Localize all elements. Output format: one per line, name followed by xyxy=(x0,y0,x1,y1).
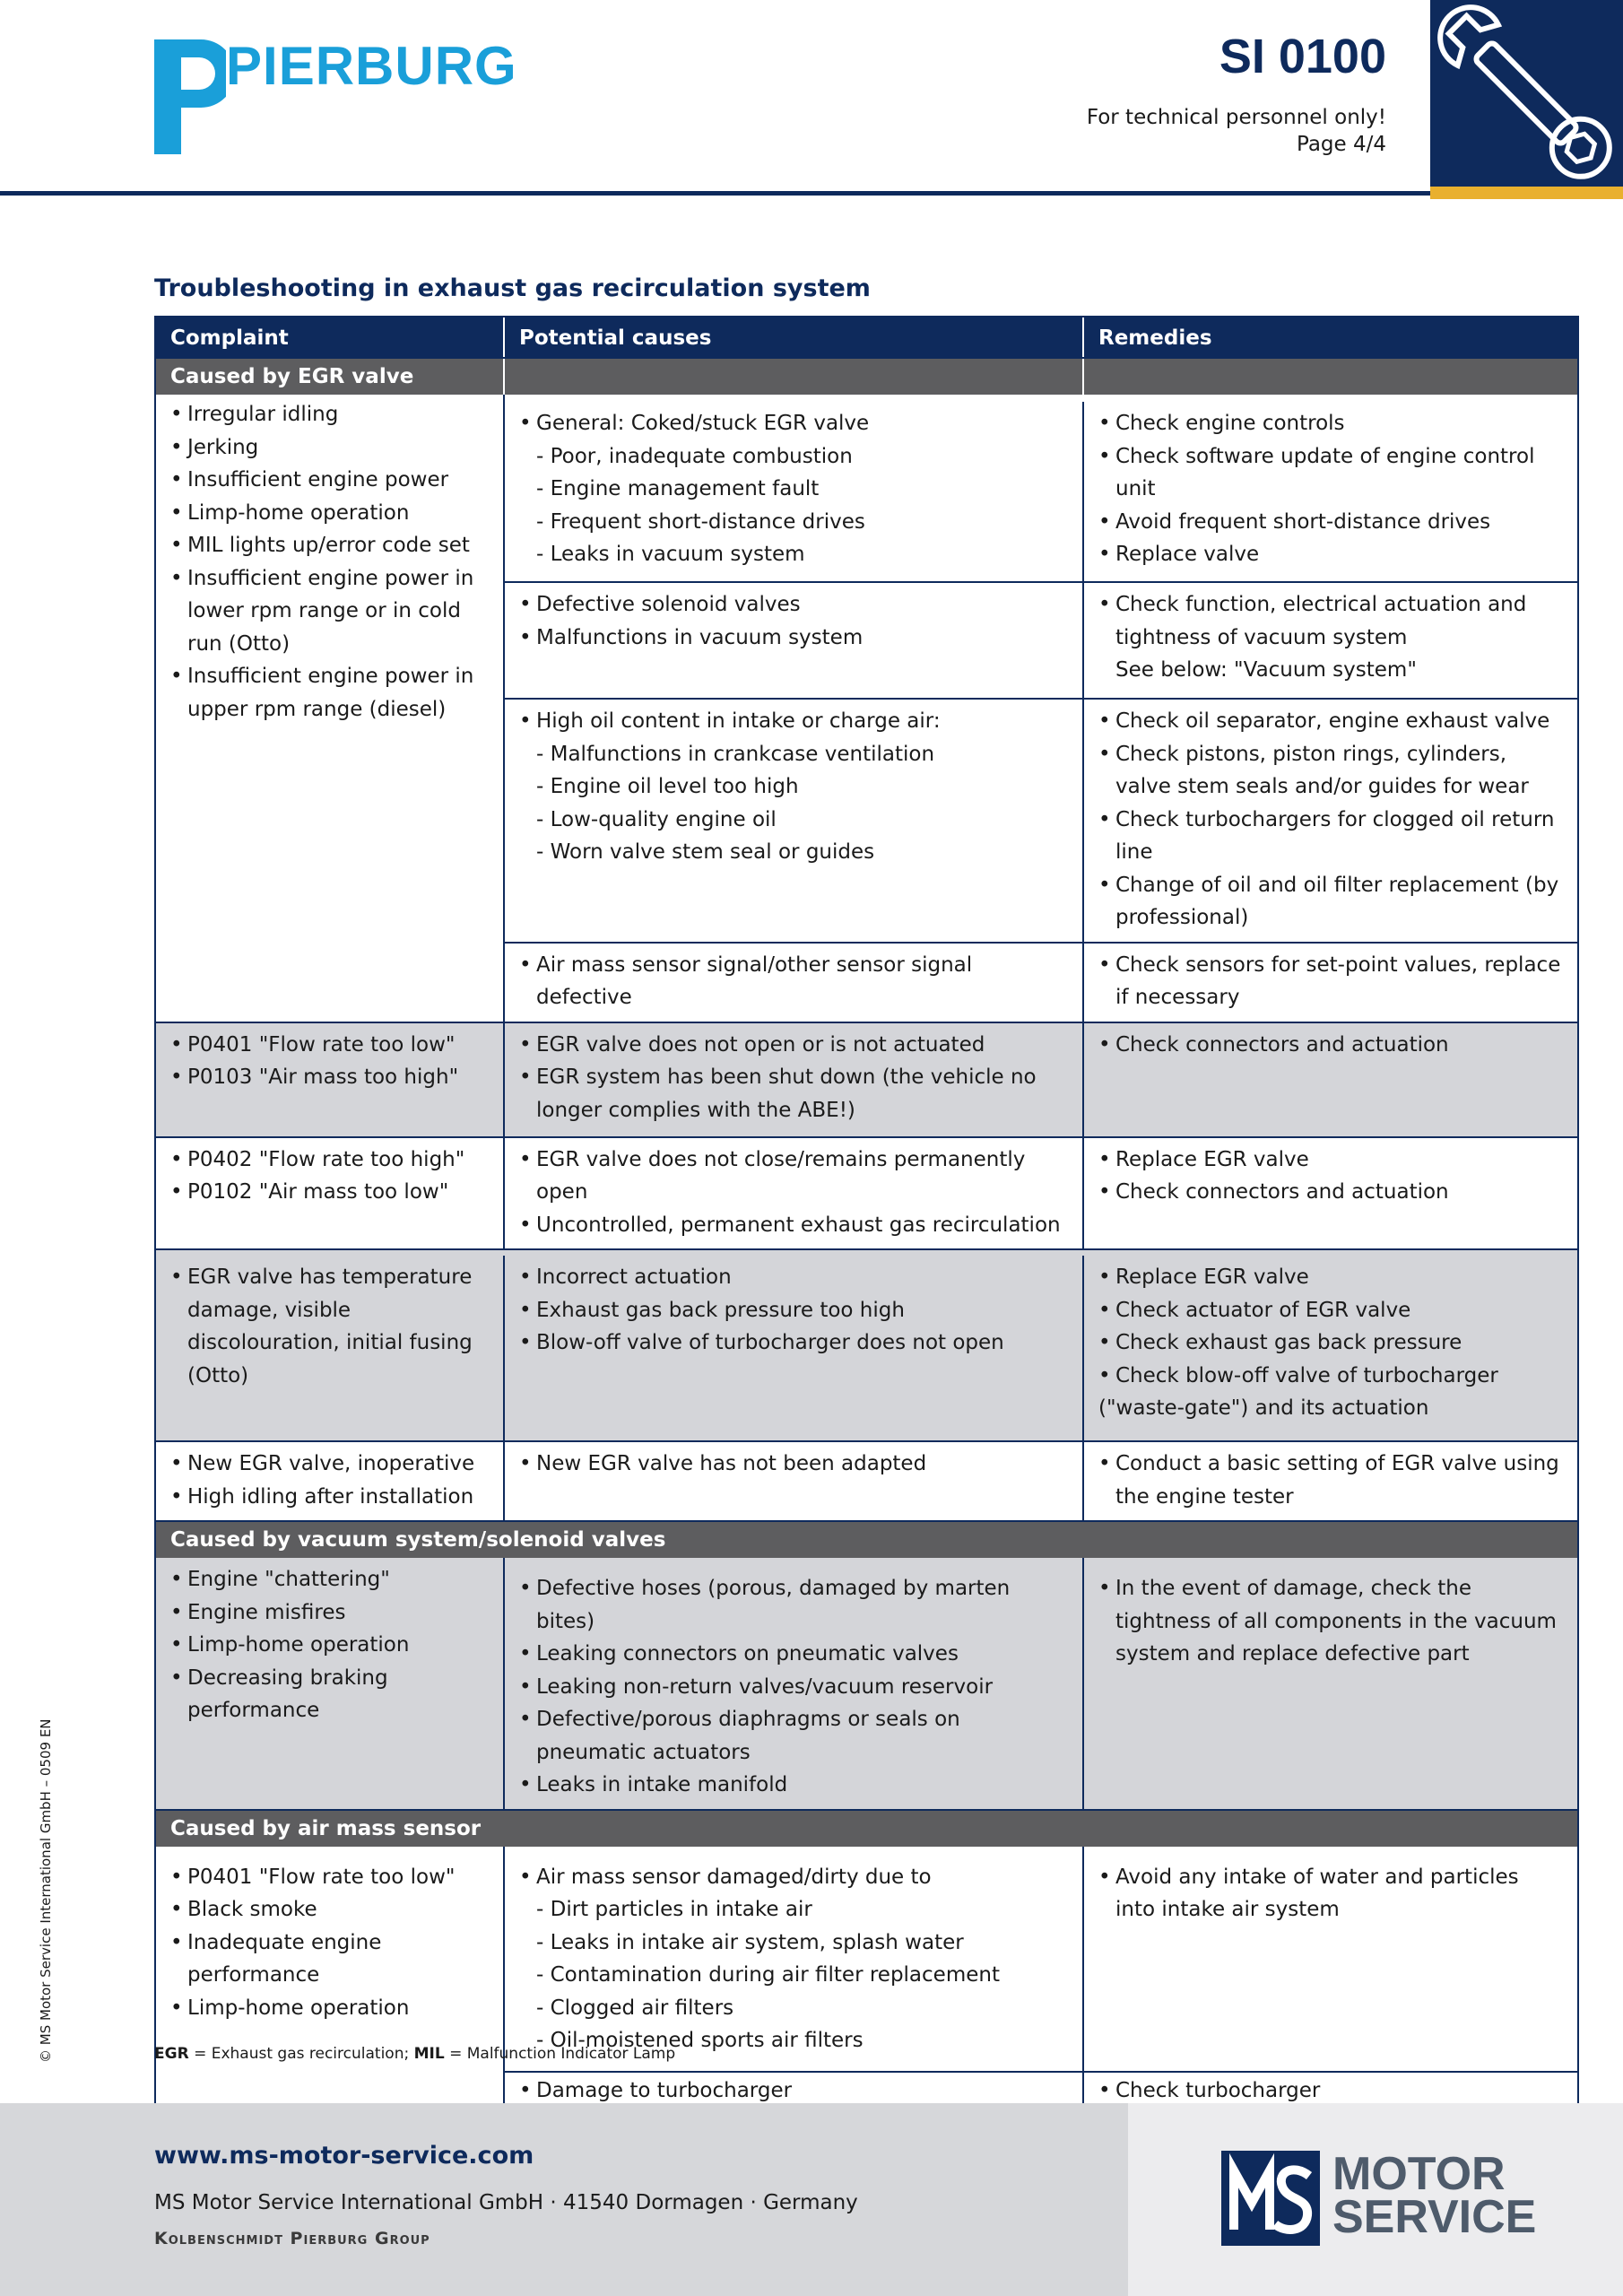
list-item: • EGR valve does not open or is not actuated xyxy=(519,1029,1068,1062)
list-item: • P0401 "Flow rate too low" xyxy=(170,1029,489,1062)
remedies-cell xyxy=(1084,1023,1577,1136)
abbr-egr: EGR xyxy=(154,2045,189,2063)
list-item: • High idling after installation xyxy=(170,1481,489,1514)
causes-cell xyxy=(505,700,1084,942)
causes-cell xyxy=(505,583,1084,698)
list-item: • Defective solenoid valves xyxy=(519,588,1068,622)
table-row xyxy=(156,1558,1577,1809)
list-item: • Insufficient engine power in upper rpm range (diesel) xyxy=(170,660,489,726)
list-item: • Replace EGR valve xyxy=(1098,1144,1563,1177)
table-row xyxy=(156,1136,1577,1249)
header-rule xyxy=(0,191,1430,196)
causes-cell xyxy=(505,1023,1084,1136)
causes-cell xyxy=(505,1847,1084,2071)
abbr-egr-definition: = Exhaust gas recirculation; xyxy=(188,2045,414,2063)
sub-item: - Oil-moistened sports air filters xyxy=(536,2029,864,2052)
section-label: Caused by EGR valve xyxy=(156,359,505,395)
list-item: • Check actuator of EGR valve xyxy=(1098,1294,1563,1327)
complaint-cell xyxy=(156,395,505,1022)
list-item: • Check blow-off valve of turbocharger xyxy=(1098,1360,1563,1393)
abbreviation-footnote xyxy=(154,2045,675,2063)
troubleshooting-table xyxy=(154,316,1579,2110)
complaint-cell xyxy=(156,1558,505,1809)
header-causes: Potential causes xyxy=(505,317,1084,357)
list-item: • P0401 "Flow rate too low" xyxy=(170,1861,489,1894)
remedies-cell xyxy=(1084,1847,1577,2071)
list-item: • Decreasing braking performance xyxy=(170,1662,489,1727)
list-item: • Replace EGR valve xyxy=(1098,1261,1563,1294)
sub-item: - Low-quality engine oil xyxy=(536,807,777,831)
list-item: • New EGR valve, inoperative xyxy=(170,1448,489,1481)
table-row xyxy=(505,942,1577,1022)
sub-item: - Leaks in intake air system, splash water xyxy=(536,1930,964,1954)
list-item: • Defective hoses (porous, damaged by marten bites) xyxy=(519,1572,1068,1638)
page-title: Troubleshooting in exhaust gas recirculation system xyxy=(154,274,871,302)
sub-item: - Poor, inadequate combustion xyxy=(536,444,853,468)
remedies-cell xyxy=(1084,1256,1577,1440)
table-row xyxy=(505,1847,1577,2071)
section-label: Caused by air mass sensor xyxy=(170,1816,482,1840)
list-item: • Malfunctions in vacuum system xyxy=(519,622,1068,655)
list-item: • In the event of damage, check the tightness of all components in the vacuum system and replace defective part xyxy=(1098,1572,1563,1671)
remedies-cell xyxy=(1084,402,1577,581)
list-item: • Check connectors and actuation xyxy=(1098,1176,1563,1209)
causes-cell xyxy=(505,1558,1084,1809)
header-accent xyxy=(1430,187,1623,199)
remedies-cell xyxy=(1084,1138,1577,1249)
air-mass-sensor-group xyxy=(156,1847,1577,2109)
company-address: MS Motor Service International GmbH · 41540 Dormagen · Germany xyxy=(154,2191,858,2214)
remedies-cell xyxy=(1084,1558,1577,1809)
list-item: • Avoid any intake of water and particles into intake air system xyxy=(1098,1861,1563,1926)
list-item: • Engine "chattering" xyxy=(170,1563,489,1596)
copyright-note: © MS Motor Service International GmbH – 0509 EN xyxy=(38,1718,54,2063)
header-remedies: Remedies xyxy=(1098,326,1212,350)
complaint-cell xyxy=(156,1023,505,1136)
table-row xyxy=(505,581,1577,698)
list-item: • EGR valve does not close/remains permanently open xyxy=(519,1144,1068,1209)
list-item: • New EGR valve has not been adapted xyxy=(519,1448,1068,1481)
list-item: • Conduct a basic setting of EGR valve using the engine tester xyxy=(1098,1448,1563,1513)
wrench-icon xyxy=(1430,0,1623,187)
table-row xyxy=(156,1022,1577,1136)
list-item: • EGR valve has temperature damage, visible discolouration, initial fusing (Otto) xyxy=(170,1261,489,1392)
list-item: • Change of oil and oil filter replacement (by professional) xyxy=(1098,869,1563,935)
list-item: • Limp-home operation xyxy=(170,1629,489,1662)
list-item: • Check function, electrical actuation and tightness of vacuum system xyxy=(1098,588,1563,654)
page-header xyxy=(0,0,1623,199)
list-item: • Leaking connectors on pneumatic valves xyxy=(519,1638,1068,1671)
sub-item: - Worn valve stem seal or guides xyxy=(536,840,875,864)
complaint-cell xyxy=(156,1847,505,2109)
remedies-cell xyxy=(1084,700,1577,942)
list-item: • Air mass sensor damaged/dirty due to xyxy=(519,1861,1068,1894)
document-id: SI 0100 xyxy=(1219,30,1386,83)
list-item: • Air mass sensor signal/other sensor signal defective xyxy=(519,949,1068,1014)
list-item: • Limp-home operation xyxy=(170,497,489,530)
sub-item: - Engine management fault xyxy=(536,477,820,500)
table-header-row xyxy=(156,317,1577,357)
remedies-cell xyxy=(1084,583,1577,698)
list-item: • Avoid frequent short-distance drives xyxy=(1098,506,1563,539)
complaint-cell xyxy=(156,1138,505,1249)
table-row xyxy=(156,1440,1577,1520)
pierburg-logo xyxy=(154,36,576,154)
list-item: • P0102 "Air mass too low" xyxy=(170,1176,489,1209)
list-item: • Leaks in intake manifold xyxy=(519,1769,1068,1802)
remedies-cell xyxy=(1084,1442,1577,1520)
page-number: Page 4/4 xyxy=(1296,133,1386,156)
list-item: • Irregular idling xyxy=(170,398,489,431)
sub-item: - Frequent short-distance drives xyxy=(536,509,865,534)
list-item: • Check pistons, piston rings, cylinders, valve stem seals and/or guides for wear xyxy=(1098,738,1563,804)
list-item: • Leaking non-return valves/vacuum reservoir xyxy=(519,1671,1068,1704)
pierburg-p-mark-icon xyxy=(154,39,226,154)
list-item: • EGR system has been shut down (the vehicle no longer complies with the ABE!) xyxy=(519,1061,1068,1126)
brand-line-1: MOTOR xyxy=(1332,2148,1506,2200)
list-item: • Inadequate engine performance xyxy=(170,1926,489,1992)
list-item: • Insufficient engine power in lower rpm range or in cold run (Otto) xyxy=(170,562,489,661)
list-item: • Defective/porous diaphragms or seals on pneumatic actuators xyxy=(519,1703,1068,1769)
list-item: • Check oil separator, engine exhaust valve xyxy=(1098,705,1563,738)
list-item: • Exhaust gas back pressure too high xyxy=(519,1294,1068,1327)
group-name: Kolbenschmidt Pierburg Group xyxy=(154,2229,430,2248)
ms-logo-icon xyxy=(1221,2151,1320,2246)
list-item: • Limp-home operation xyxy=(170,1992,489,2025)
wrench-badge xyxy=(1430,0,1623,199)
remedies-cell xyxy=(1084,944,1577,1022)
section-egr-valve xyxy=(156,357,1577,395)
list-item: • Check connectors and actuation xyxy=(1098,1029,1563,1062)
complaint-cell xyxy=(156,1442,505,1520)
table-row xyxy=(156,1248,1577,1440)
egr-valve-group xyxy=(156,395,1577,1022)
section-label: Caused by vacuum system/solenoid valves xyxy=(170,1528,666,1552)
list-item: • MIL lights up/error code set xyxy=(170,529,489,562)
header-complaint: Complaint xyxy=(156,317,505,357)
list-item: • General: Coked/stuck EGR valve xyxy=(519,407,1068,440)
table-row xyxy=(505,395,1577,581)
causes-cell xyxy=(505,1256,1084,1440)
list-item: • High oil content in intake or charge air: xyxy=(519,705,1068,738)
list-item: • Insufficient engine power xyxy=(170,464,489,497)
causes-cell xyxy=(505,402,1084,581)
list-item: • P0103 "Air mass too high" xyxy=(170,1061,489,1094)
list-item: • P0402 "Flow rate too high" xyxy=(170,1144,489,1177)
remedy-continuation: ("waste-gate") and its actuation xyxy=(1098,1396,1429,1420)
list-item: • Check turbochargers for clogged oil return line xyxy=(1098,804,1563,869)
page-footer xyxy=(0,2103,1623,2296)
list-item: • Replace valve xyxy=(1098,538,1563,571)
list-item: • Check engine controls xyxy=(1098,407,1563,440)
list-item: • Incorrect actuation xyxy=(519,1261,1068,1294)
sub-item: - Contamination during air filter replacement xyxy=(536,1963,1000,1987)
complaint-cell xyxy=(156,1256,505,1440)
website-link[interactable]: www.ms-motor-service.com xyxy=(154,2142,534,2170)
causes-cell xyxy=(505,1442,1084,1520)
sub-item: - Malfunctions in crankcase ventilation xyxy=(536,742,935,766)
causes-cell xyxy=(505,944,1084,1022)
list-item: • Uncontrolled, permanent exhaust gas recirculation xyxy=(519,1209,1068,1242)
list-item: • Check sensors for set-point values, replace if necessary xyxy=(1098,949,1563,1014)
table-row xyxy=(505,698,1577,942)
sub-item: - Leaks in vacuum system xyxy=(536,543,805,566)
abbr-mil: MIL xyxy=(413,2045,445,2063)
brand-name: PIERBURG xyxy=(226,36,517,96)
list-item: • Check exhaust gas back pressure xyxy=(1098,1326,1563,1360)
sub-item: - Clogged air filters xyxy=(536,1996,734,2020)
list-item: • Jerking xyxy=(170,431,489,465)
list-item: • Engine misfires xyxy=(170,1596,489,1630)
list-item: • Check software update of engine control unit xyxy=(1098,440,1563,506)
list-item: • Blow-off valve of turbocharger does not open xyxy=(519,1326,1068,1360)
motor-service-wordmark xyxy=(1332,2148,1537,2243)
audience-note: For technical personnel only! xyxy=(1086,106,1386,129)
section-vacuum-system xyxy=(156,1520,1577,1558)
causes-cell xyxy=(505,1138,1084,1249)
abbr-mil-definition: = Malfunction Indicator Lamp xyxy=(444,2045,676,2063)
header-note xyxy=(1087,104,1386,158)
sub-item: - Engine oil level too high xyxy=(536,775,799,798)
list-item: • Black smoke xyxy=(170,1893,489,1926)
brand-line-2: SERVICE xyxy=(1332,2191,1537,2243)
section-air-mass-sensor xyxy=(156,1809,1577,1847)
see-below-note: See below: "Vacuum system" xyxy=(1115,658,1417,682)
sub-item: - Dirt particles in intake air xyxy=(536,1898,812,1921)
list-item: • Damage to turbocharger xyxy=(519,2074,1068,2108)
list-item: • Check turbocharger xyxy=(1098,2074,1563,2108)
